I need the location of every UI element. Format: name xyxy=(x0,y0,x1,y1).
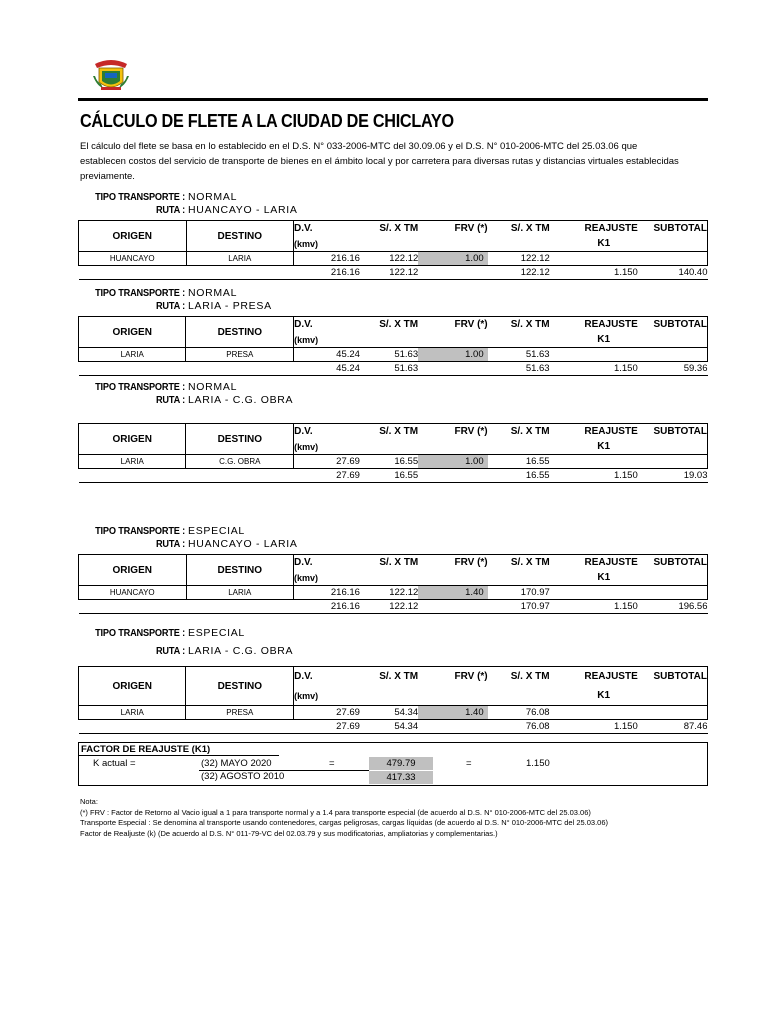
col-frv-header: FRV (*) xyxy=(454,557,488,568)
total-reajuste: 1.150 xyxy=(614,267,638,278)
header-rule xyxy=(78,98,708,101)
total-sxtm2: 16.55 xyxy=(525,470,550,481)
cell-origen: LARIA xyxy=(79,706,186,720)
valor-2: 417.33 xyxy=(369,771,433,784)
total-dv: 45.24 xyxy=(336,363,360,374)
note-factor-reajuste: Factor de Realjuste (k) (De acuerdo al D.S. N° 011-79-VC del 02.03.79 y sus modificatorias, ampliatorias y complementarias.) xyxy=(80,828,498,838)
col-subtotal-header: SUBTOTAL xyxy=(653,426,707,437)
cell-sxtm: 122.12 xyxy=(389,587,419,598)
cell-destino: PRESA xyxy=(186,348,294,362)
tipo-transporte-label: TIPO TRANSPORTE : xyxy=(95,526,185,537)
cell-destino: LARIA xyxy=(186,586,294,600)
col-sxtm2-header: S/. X TM xyxy=(510,223,550,234)
ruta-label: RUTA : xyxy=(155,301,185,312)
total-sxtm2: 122.12 xyxy=(520,267,550,278)
cell-destino: LARIA xyxy=(186,252,294,266)
ruta-label: RUTA : xyxy=(155,205,185,216)
tipo-transporte-value: NORMAL xyxy=(188,381,238,393)
total-sxtm: 122.12 xyxy=(389,267,419,278)
tipo-transporte-value: ESPECIAL xyxy=(188,525,245,537)
col-reajuste-k: K1 xyxy=(597,238,611,249)
total-reajuste: 1.150 xyxy=(614,601,638,612)
ruta-line xyxy=(78,645,293,657)
tipo-transporte-line xyxy=(78,191,237,203)
col-reajuste-header: REAJUSTE xyxy=(584,223,638,234)
cell-destino: C.G. OBRA xyxy=(186,455,294,469)
cell-frv: 1.40 xyxy=(418,586,487,600)
table-row xyxy=(79,586,708,600)
total-subtotal: 59.36 xyxy=(683,363,708,374)
col-dv-header: D.V. xyxy=(294,319,313,330)
flete-table xyxy=(78,666,708,734)
ruta-value: HUANCAYO - LARIA xyxy=(188,538,298,550)
col-sxtm2-header: S/. X TM xyxy=(510,426,550,437)
cell-sxtm2: 16.55 xyxy=(525,456,550,467)
flete-table xyxy=(78,316,708,376)
col-dv-unit: (kmv) xyxy=(294,238,319,249)
intro-paragraph: El cálculo del flete se basa en lo establecido en el D.S. N° 033-2006-MTC del 30.09.06 y el D.S. N° 010-2006-MTC del 25.03.06 que establecen costos del servicio de transporte de bienes en el ámbito local y por carretera para diversas rutas y distancias virtuales establecidas previamente. xyxy=(80,141,679,182)
total-row xyxy=(79,469,708,483)
col-dv-unit: (kmv) xyxy=(294,334,319,345)
col-sxtm-header: S/. X TM xyxy=(379,671,419,682)
col-reajuste-k: K1 xyxy=(597,441,611,452)
col-sxtm-header: S/. X TM xyxy=(379,223,419,234)
tipo-transporte-label: TIPO TRANSPORTE : xyxy=(95,628,185,639)
total-sxtm2: 170.97 xyxy=(520,601,550,612)
cell-sxtm2: 76.08 xyxy=(525,707,550,718)
cell-dv: 45.24 xyxy=(336,349,360,360)
cell-dv: 216.16 xyxy=(330,253,360,264)
table-row xyxy=(79,706,708,720)
tipo-transporte-value: NORMAL xyxy=(188,287,238,299)
col-frv-header: FRV (*) xyxy=(454,223,488,234)
col-dv-header: D.V. xyxy=(294,223,313,234)
cell-sxtm: 122.12 xyxy=(389,253,419,264)
ruta-value: LARIA - C.G. OBRA xyxy=(188,394,294,406)
total-reajuste: 1.150 xyxy=(613,363,638,374)
equals-2: = xyxy=(466,758,472,769)
flete-table xyxy=(78,554,708,614)
col-frv-header: FRV (*) xyxy=(454,426,488,437)
col-origen-header: ORIGEN xyxy=(79,555,187,586)
col-dv-unit: (kmv) xyxy=(294,572,319,583)
municipal-shield-logo xyxy=(91,54,131,94)
col-origen-header: ORIGEN xyxy=(79,221,187,252)
col-subtotal-header: SUBTOTAL xyxy=(653,671,707,682)
tipo-transporte-line xyxy=(78,287,237,299)
total-sxtm: 16.55 xyxy=(394,470,419,481)
col-sxtm-header: S/. X TM xyxy=(379,426,419,437)
total-subtotal: 140.40 xyxy=(678,267,708,278)
total-sxtm: 51.63 xyxy=(394,363,419,374)
tipo-transporte-label: TIPO TRANSPORTE : xyxy=(95,382,185,393)
total-reajuste: 1.150 xyxy=(613,721,638,732)
total-dv: 27.69 xyxy=(336,721,360,732)
col-sxtm2-header: S/. X TM xyxy=(510,557,550,568)
total-dv: 27.69 xyxy=(336,470,360,481)
col-destino-header: DESTINO xyxy=(186,424,294,455)
cell-origen: LARIA xyxy=(79,455,186,469)
col-subtotal-header: SUBTOTAL xyxy=(653,223,707,234)
col-destino-header: DESTINO xyxy=(186,317,294,348)
tipo-transporte-line xyxy=(78,627,245,639)
tipo-transporte-label: TIPO TRANSPORTE : xyxy=(95,288,185,299)
table-row xyxy=(79,252,708,266)
table-row xyxy=(79,455,708,469)
col-dv-header: D.V. xyxy=(294,557,313,568)
col-destino-header: DESTINO xyxy=(186,667,294,706)
ruta-line xyxy=(78,204,298,216)
cell-frv: 1.00 xyxy=(418,455,488,469)
cell-sxtm2: 51.63 xyxy=(525,349,550,360)
factor-title: FACTOR DE REAJUSTE (K1) xyxy=(81,744,211,755)
col-reajuste-header: REAJUSTE xyxy=(584,319,638,330)
col-dv-unit: (kmv) xyxy=(294,441,319,452)
col-reajuste-header: REAJUSTE xyxy=(584,426,638,437)
cell-sxtm2: 122.12 xyxy=(520,253,550,264)
total-subtotal: 19.03 xyxy=(683,470,708,481)
col-dv-header: D.V. xyxy=(294,671,313,682)
ruta-line xyxy=(78,300,272,312)
notes xyxy=(80,797,700,839)
total-row xyxy=(79,600,708,614)
ruta-line xyxy=(78,538,298,550)
col-dv-header: D.V. xyxy=(294,426,313,437)
page-title: CÁLCULO DE FLETE A LA CIUDAD DE CHICLAYO xyxy=(80,111,454,131)
notes-title: Nota: xyxy=(80,797,98,806)
col-origen-header: ORIGEN xyxy=(79,317,186,348)
cell-sxtm2: 170.97 xyxy=(520,587,550,598)
k-actual-label: K actual = xyxy=(93,758,136,769)
col-reajuste-header: REAJUSTE xyxy=(584,557,638,568)
total-row xyxy=(79,362,708,376)
cell-origen: HUANCAYO xyxy=(79,586,187,600)
col-reajuste-k: K1 xyxy=(597,572,611,583)
ruta-label: RUTA : xyxy=(155,646,185,657)
cell-dv: 216.16 xyxy=(330,587,360,598)
periodo-2: (32) AGOSTO 2010 xyxy=(201,771,285,782)
tipo-transporte-label: TIPO TRANSPORTE : xyxy=(95,192,185,203)
cell-sxtm: 54.34 xyxy=(394,707,419,718)
ruta-label: RUTA : xyxy=(155,395,185,406)
total-sxtm2: 76.08 xyxy=(525,721,550,732)
total-subtotal: 87.46 xyxy=(683,721,708,732)
col-frv-header: FRV (*) xyxy=(454,319,488,330)
col-destino-header: DESTINO xyxy=(186,221,294,252)
tipo-transporte-value: ESPECIAL xyxy=(188,627,245,639)
ruta-value: LARIA - PRESA xyxy=(188,300,272,312)
ruta-value: LARIA - C.G. OBRA xyxy=(188,645,294,657)
col-sxtm-header: S/. X TM xyxy=(379,319,419,330)
cell-dv: 27.69 xyxy=(336,456,360,467)
periodo-1: (32) MAYO 2020 xyxy=(201,758,272,769)
total-subtotal: 196.56 xyxy=(678,601,708,612)
total-reajuste: 1.150 xyxy=(613,470,638,481)
total-dv: 216.16 xyxy=(330,601,360,612)
flete-table xyxy=(78,423,708,483)
col-subtotal-header: SUBTOTAL xyxy=(653,557,707,568)
cell-destino: PRESA xyxy=(186,706,294,720)
cell-frv: 1.00 xyxy=(418,348,488,362)
cell-frv: 1.40 xyxy=(418,706,488,720)
total-sxtm: 122.12 xyxy=(389,601,419,612)
col-sxtm-header: S/. X TM xyxy=(379,557,419,568)
factor-reajuste-box xyxy=(78,742,708,786)
tipo-transporte-line xyxy=(78,381,237,393)
note-transporte-especial: Transporte Especial : Se denomina al transporte usando contenedores, cargas peligrosas, cargas líquidas (de acuerdo al D.S. N° 010-2006-MTC del 25.03.06) xyxy=(80,818,609,827)
cell-origen: LARIA xyxy=(79,348,186,362)
cell-dv: 27.69 xyxy=(336,707,360,718)
col-origen-header: ORIGEN xyxy=(79,424,186,455)
note-frv: (*) FRV : Factor de Retorno al Vacio igual a 1 para transporte normal y a 1.4 para transporte especial (de acuerdo al D.S. N° 010-2006-MTC del 25.03.06) xyxy=(80,807,591,817)
cell-origen: HUANCAYO xyxy=(79,252,187,266)
col-sxtm2-header: S/. X TM xyxy=(510,319,550,330)
ruta-line xyxy=(78,394,293,406)
valor-1: 479.79 xyxy=(369,757,433,770)
total-row xyxy=(79,266,708,280)
ruta-label: RUTA : xyxy=(155,539,185,550)
col-dv-unit: (kmv) xyxy=(294,690,319,701)
cell-frv: 1.00 xyxy=(418,252,487,266)
equals-1: = xyxy=(329,758,335,769)
col-reajuste-header: REAJUSTE xyxy=(584,671,638,682)
col-origen-header: ORIGEN xyxy=(79,667,186,706)
total-sxtm: 54.34 xyxy=(394,721,419,732)
table-row xyxy=(79,348,708,362)
tipo-transporte-line xyxy=(78,525,245,537)
total-dv: 216.16 xyxy=(330,267,360,278)
tipo-transporte-value: NORMAL xyxy=(188,191,238,203)
cell-sxtm: 16.55 xyxy=(394,456,419,467)
flete-table xyxy=(78,220,708,280)
total-sxtm2: 51.63 xyxy=(525,363,550,374)
ruta-value: HUANCAYO - LARIA xyxy=(188,204,298,216)
factor-result: 1.150 xyxy=(526,758,550,769)
col-destino-header: DESTINO xyxy=(186,555,294,586)
col-reajuste-k: K1 xyxy=(597,690,611,701)
col-subtotal-header: SUBTOTAL xyxy=(653,319,707,330)
col-reajuste-k: K1 xyxy=(597,334,611,345)
total-row xyxy=(79,720,708,734)
cell-sxtm: 51.63 xyxy=(394,349,419,360)
col-frv-header: FRV (*) xyxy=(454,671,488,682)
col-sxtm2-header: S/. X TM xyxy=(510,671,550,682)
